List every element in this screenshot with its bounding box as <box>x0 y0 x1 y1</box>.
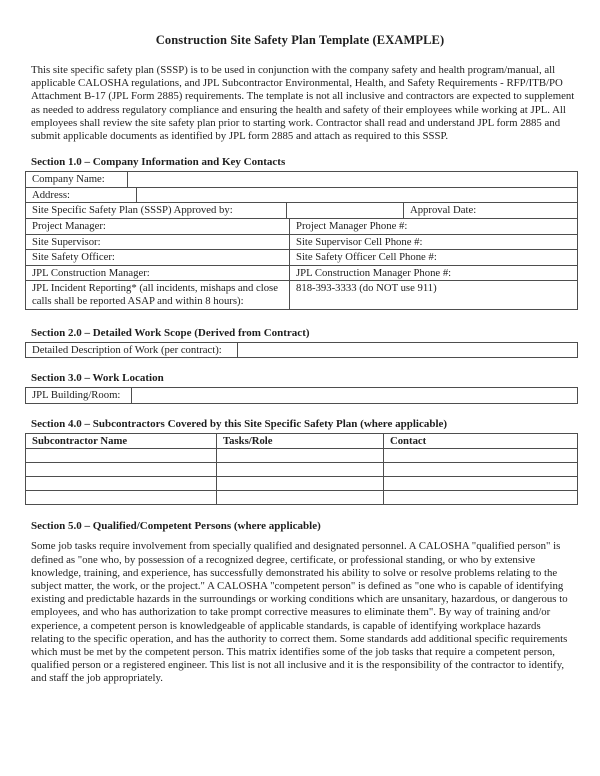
table-row <box>25 202 578 219</box>
jpl-construction-manager-label: JPL Construction Manager: <box>25 265 290 282</box>
section-5-heading: Section 5.0 – Qualified/Competent Persons (where applicable) <box>31 520 321 533</box>
company-info-table <box>25 171 578 309</box>
incident-reporting-number: 818-393-3333 (do NOT use 911) <box>289 280 578 309</box>
building-room-field[interactable] <box>131 387 578 404</box>
section-4-heading: Section 4.0 – Subcontractors Covered by this Site Specific Safety Plan (where applicable) <box>31 417 448 430</box>
contact-column-header: Contact <box>383 433 578 450</box>
intro-paragraph: This site specific safety plan (SSSP) is to be used in conjunction with the company safety and health program/manual, all applicable CALOSHA regulations, and JPL Subcontractor Environmental, Health, and Safety Requirements - RFP/ITB/PO Attachment B-17 (JPL Form 2885) requirements. The template is not all inclusive and contractors are expected to supplement as needed to address regulatory compliance and ensuring the health and safety of their employees while working at JPL. All employees shall review the site safety plan prior to starting work. Contractor shall read and understand JPL form 2885 and submit applicable documents as identified by JPL form 2885 and attach as required to this SSSP. <box>31 64 575 143</box>
site-supervisor-label: Site Supervisor: <box>25 234 290 251</box>
section-1-heading: Section 1.0 – Company Information and Key Contacts <box>31 156 286 169</box>
table-row <box>25 387 578 404</box>
site-supervisor-cell-label: Site Supervisor Cell Phone #: <box>289 234 578 251</box>
subcontractor-name-column-header: Subcontractor Name <box>25 433 217 450</box>
section-2-heading: Section 2.0 – Detailed Work Scope (Derived from Contract) <box>31 326 310 339</box>
address-field[interactable] <box>136 187 578 204</box>
table-row <box>25 280 578 309</box>
subcontractor-empty-row <box>25 462 578 477</box>
work-description-label: Detailed Description of Work (per contract): <box>25 342 238 359</box>
project-manager-phone-label: Project Manager Phone #: <box>289 218 578 235</box>
table-row <box>25 171 578 188</box>
subcontractor-name-field[interactable] <box>25 462 217 477</box>
table-row <box>25 187 578 204</box>
sssp-approved-by-label: Site Specific Safety Plan (SSSP) Approved by: <box>25 202 287 219</box>
incident-reporting-label: JPL Incident Reporting* (all incidents, mishaps and close calls shall be reported ASAP and within 8 hours): <box>25 280 290 309</box>
contact-field[interactable] <box>383 490 578 505</box>
contact-field[interactable] <box>383 462 578 477</box>
contact-field[interactable] <box>383 476 578 491</box>
site-safety-officer-label: Site Safety Officer: <box>25 249 290 266</box>
document-title: Construction Site Safety Plan Template (EXAMPLE) <box>155 33 445 47</box>
table-row <box>25 218 578 235</box>
company-name-field[interactable] <box>127 171 578 188</box>
tasks-role-field[interactable] <box>216 462 384 477</box>
section-3-heading: Section 3.0 – Work Location <box>31 372 164 385</box>
subcontractor-empty-row <box>25 490 578 505</box>
table-row <box>25 234 578 251</box>
subcontractor-name-field[interactable] <box>25 476 217 491</box>
subcontractor-name-field[interactable] <box>25 490 217 505</box>
building-room-label: JPL Building/Room: <box>25 387 132 404</box>
tasks-role-field[interactable] <box>216 476 384 491</box>
table-row <box>25 265 578 282</box>
subcontractors-table <box>25 433 578 506</box>
tasks-role-field[interactable] <box>216 448 384 463</box>
jpl-construction-manager-phone-label: JPL Construction Manager Phone #: <box>289 265 578 282</box>
tasks-role-column-header: Tasks/Role <box>216 433 384 450</box>
project-manager-label: Project Manager: <box>25 218 290 235</box>
contact-field[interactable] <box>383 448 578 463</box>
table-row <box>25 249 578 266</box>
work-description-field[interactable] <box>237 342 578 359</box>
sssp-approved-by-field[interactable] <box>286 202 404 219</box>
subcontractors-header-row <box>25 433 578 450</box>
qualified-persons-paragraph: Some job tasks require involvement from specially qualified and designated personnel. A CALOSHA "qualified person" is defined as "one who, by possession of a recognized degree, certificate, or professional standing, or who by extensive knowledge, training, and experience, has successfully demonstrated his ability to solve or resolve problems relating to the subject matter, the work, or the project." A CALOSHA "competent person" is defined as "one who is capable of identifying existing and predictable hazards in the surroundings or working conditions which are unsanitary, hazardous, or dangerous to employees, and who has authorization to take prompt corrective measures to eliminate them". By way of training and/or experience, a competent person is knowledgeable of applicable standards, is capable of identifying workplace hazards relating to the specific operation, and has the authority to correct them. Some standards add additional specific requirements which must be met by the competent person. This matrix identifies some of the job tasks that require a competent person, qualified person or a registered engineer. This list is not all inclusive and it is the responsibility of the contractor to identify, and staff the job appropriately. <box>31 540 568 685</box>
subcontractors-body <box>25 448 578 505</box>
subcontractor-empty-row <box>25 476 578 491</box>
table-row <box>25 342 578 359</box>
site-safety-officer-cell-label: Site Safety Officer Cell Phone #: <box>289 249 578 266</box>
subcontractor-empty-row <box>25 448 578 463</box>
company-name-label: Company Name: <box>25 171 128 188</box>
work-location-table <box>25 387 578 404</box>
work-scope-table <box>25 342 578 359</box>
approval-date-label: Approval Date: <box>403 202 578 219</box>
address-label: Address: <box>25 187 137 204</box>
subcontractor-name-field[interactable] <box>25 448 217 463</box>
tasks-role-field[interactable] <box>216 490 384 505</box>
